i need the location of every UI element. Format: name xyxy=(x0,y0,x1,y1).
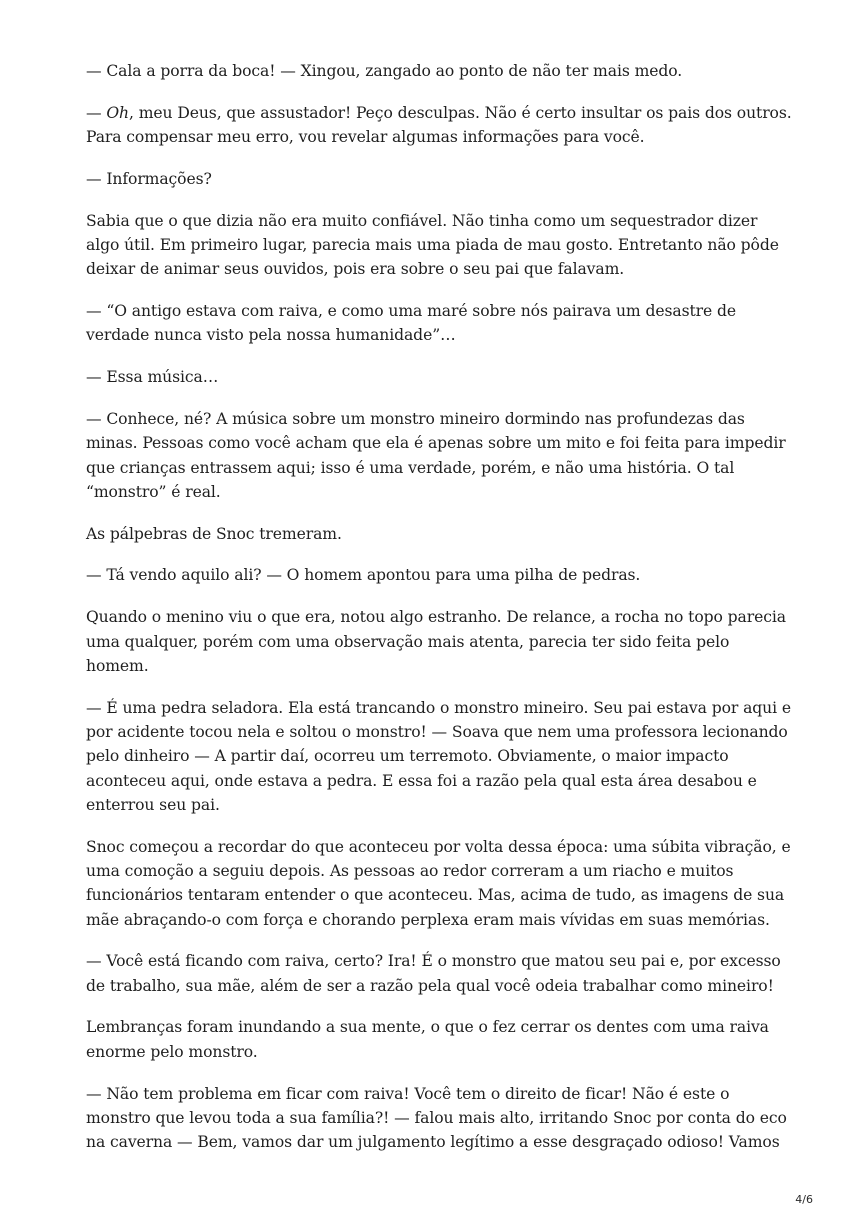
paragraph xyxy=(86,101,794,150)
paragraph xyxy=(86,365,794,389)
paragraph-text: — Conhece, né? A música sobre um monstro mineiro dormindo nas profundezas das minas. Pessoas como você acham que ela é apenas sobre um mito e foi feita para impedir que crianças entrassem aqui; isso é uma verdade, porém, e não uma história. O tal “monstro” é real. xyxy=(86,409,786,501)
paragraph xyxy=(86,407,794,504)
paragraph-text: As pálpebras de Snoc tremeram. xyxy=(86,524,342,543)
paragraph xyxy=(86,209,794,282)
paragraph-text: — Essa música… xyxy=(86,368,219,387)
paragraph-text: , meu Deus, que assustador! Peço desculpas. Não é certo insultar os pais dos outros. Para compensar meu erro, vou revelar algumas informações para você. xyxy=(86,103,792,147)
paragraph-text: — Não tem problema em ficar com raiva! Você tem o direito de ficar! Não é este o monstro que levou toda a sua família?! — falou mais alto, irritando Snoc por conta do eco na caverna — Bem, vamos dar um julgamento legítimo a esse desgraçado odioso! Vamos xyxy=(86,1084,787,1152)
paragraph xyxy=(86,949,794,998)
paragraph-italic-text: Oh xyxy=(106,103,129,122)
paragraph xyxy=(86,696,794,817)
paragraph-text: — Informações? xyxy=(86,169,212,188)
document-body xyxy=(86,59,794,1172)
paragraph-text: — xyxy=(86,103,107,122)
paragraph-text: Lembranças foram inundando a sua mente, o que o fez cerrar os dentes com uma raiva enorme pelo monstro. xyxy=(86,1018,769,1061)
page-number: 4/6 xyxy=(795,1193,813,1206)
paragraph-text: Sabia que o que dizia não era muito confiável. Não tinha como um sequestrador dizer algo útil. Em primeiro lugar, parecia mais uma piada de mau gosto. Entretanto não pôde deixar de animar seus ouvidos, pois era sobre o seu pai que falavam. xyxy=(86,211,779,279)
paragraph-text: — Tá vendo aquilo ali? — O homem apontou para uma pilha de pedras. xyxy=(86,566,641,585)
paragraph-text: — Você está ficando com raiva, certo? Ira! É o monstro que matou seu pai e, por excesso de trabalho, sua mãe, além de ser a razão pela qual você odeia trabalhar como mineiro! xyxy=(86,952,781,995)
paragraph-text: — É uma pedra seladora. Ela está trancando o monstro mineiro. Seu pai estava por aqui e por acidente tocou nela e soltou o monstro! — Soava que nem uma professora lecionando pelo dinheiro — A partir daí, ocorreu um terremoto. Obviamente, o maior impacto aconteceu aqui, onde estava a pedra. E essa foi a razão pela qual esta área desabou e enterrou seu pai. xyxy=(86,698,791,814)
paragraph xyxy=(86,605,794,678)
paragraph xyxy=(86,1015,794,1064)
paragraph xyxy=(86,563,794,587)
paragraph-text: — Cala a porra da boca! — Xingou, zangado ao ponto de não ter mais medo. xyxy=(86,62,683,80)
paragraph xyxy=(86,299,794,348)
paragraph xyxy=(86,835,794,932)
paragraph-text: — “O antigo estava com raiva, e como uma maré sobre nós pairava um desastre de verdade nunca visto pela nossa humanidade”… xyxy=(86,302,737,345)
paragraph xyxy=(86,522,794,546)
paragraph-text: Snoc começou a recordar do que aconteceu por volta dessa época: uma súbita vibração, e uma comoção a seguiu depois. As pessoas ao redor correram a um riacho e muitos funcionários tentaram entender o que aconteceu. Mas, acima de tudo, as imagens de sua mãe abraçando-o com força e chorando perplexa eram mais vívidas em suas memórias. xyxy=(86,837,791,929)
paragraph xyxy=(86,1082,794,1155)
paragraph-text: Quando o menino viu o que era, notou algo estranho. De relance, a rocha no topo parecia uma qualquer, porém com uma observação mais atenta, parecia ter sido feita pelo homem. xyxy=(86,608,786,675)
paragraph xyxy=(86,59,794,83)
paragraph xyxy=(86,167,794,191)
